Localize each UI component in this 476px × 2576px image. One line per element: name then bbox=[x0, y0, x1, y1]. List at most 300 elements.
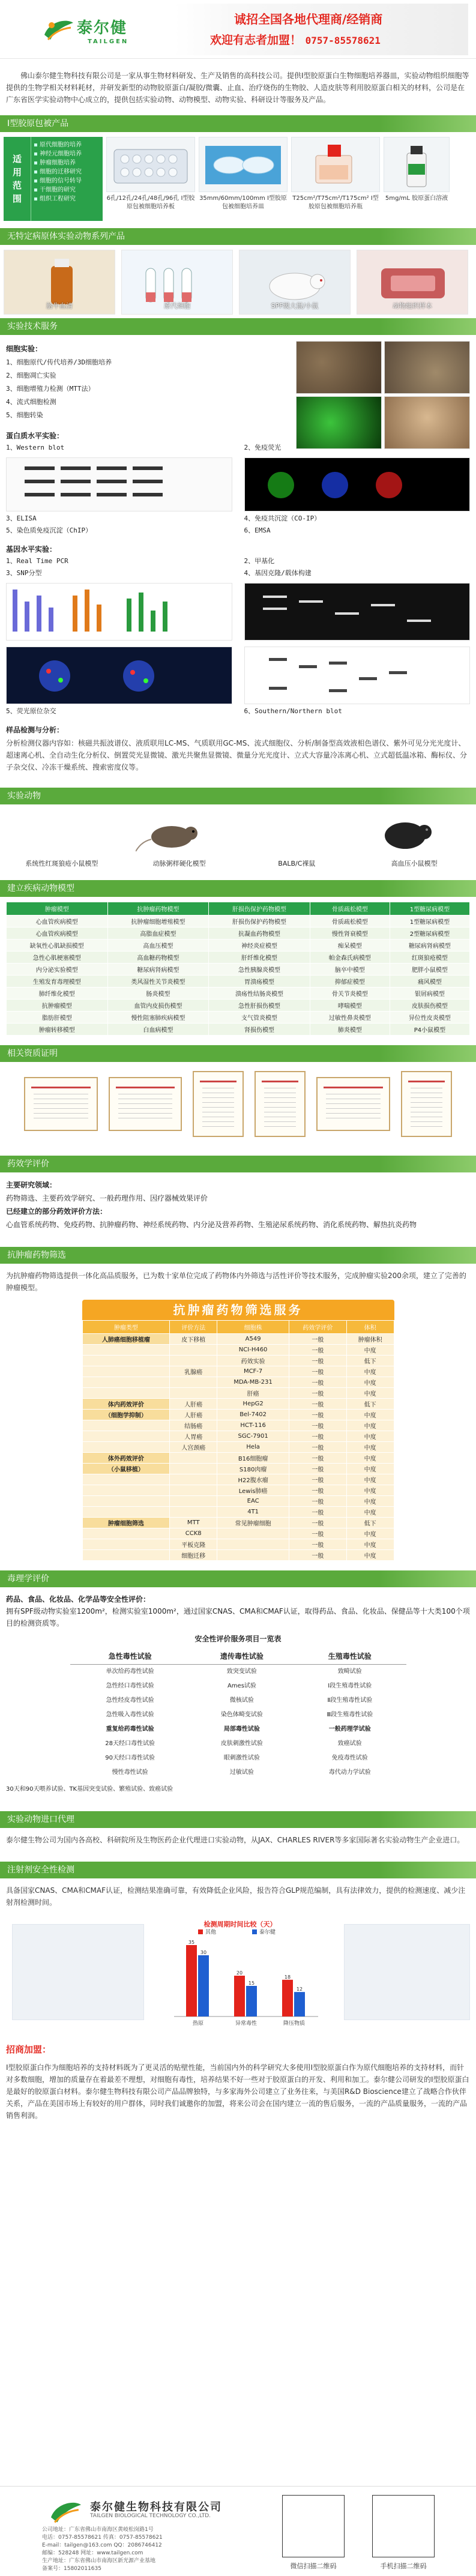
address-line: 备案号：15802011635 bbox=[42, 2566, 101, 2572]
western-blot-icon bbox=[7, 458, 232, 511]
table-cell: 一般 bbox=[289, 1442, 347, 1453]
table-cell: 致突变试验 bbox=[226, 1668, 257, 1675]
table-header: 评价方法 bbox=[170, 1321, 217, 1334]
table-cell: 一般 bbox=[289, 1518, 347, 1528]
table-cell: 中度 bbox=[346, 1431, 394, 1442]
table-cell: 体内药效评价 bbox=[82, 1399, 170, 1410]
table-row bbox=[82, 1464, 394, 1474]
table-cell: 痛风模型 bbox=[390, 976, 469, 988]
micro-image bbox=[296, 341, 382, 394]
table-cell: 中度 bbox=[346, 1453, 394, 1464]
table-cell: 骨质疏松模型 bbox=[310, 915, 390, 928]
table-cell: 中度 bbox=[346, 1507, 394, 1518]
legend-label: 泰尔健 bbox=[259, 1929, 276, 1935]
table-cell: 急性吸入毒性试验 bbox=[106, 1712, 154, 1718]
analysis-text: 具备国家CNAS、CMA和CMAF认证，检测结果准确可靠，有效降低企业风险，报告符合GLP规范编制，具有法律效力，提供的检测速度、减少注射剂检测时间。 bbox=[6, 1886, 466, 1907]
agent-text: 泰尔健生物公司为国内各高校、科研院所及生物医药企业代理进口实验动物，从JAX、CHARLES RIVER等多家国际著名实验动物生产企业进口。 bbox=[6, 1836, 465, 1844]
table-cell: 人宫颈癌 bbox=[170, 1442, 217, 1453]
material-row bbox=[0, 245, 476, 316]
tox-title: 药品、食品、化妆品、化学品等安全性评价： bbox=[6, 1595, 151, 1603]
section-cell-products: Ⅰ型胶原包被产品 bbox=[0, 115, 476, 132]
table-cell: 急性肝损伤模型 bbox=[209, 1000, 310, 1012]
footer bbox=[0, 2486, 476, 2576]
certificate-image[interactable] bbox=[316, 1077, 390, 1131]
gene-images bbox=[6, 583, 470, 704]
product-card-plate[interactable] bbox=[106, 137, 195, 219]
animal-row bbox=[0, 804, 476, 870]
gene-exp-title: 基因水平实验： bbox=[6, 545, 57, 554]
table-cell: 肿瘤转移模型 bbox=[7, 1024, 108, 1036]
table-cell: 中度 bbox=[346, 1485, 394, 1496]
pharm-block bbox=[0, 1172, 476, 1237]
animal-label: 动脉粥样硬化模型 bbox=[152, 860, 206, 867]
animal-pic bbox=[253, 812, 341, 854]
lab-image-right bbox=[344, 1924, 470, 2020]
table-cell: 肝损伤保护药物模型 bbox=[209, 915, 310, 928]
table-cell: 类风湿性关节炎模型 bbox=[107, 976, 209, 988]
animal-label: 系统性红斑狼疮小鼠模型 bbox=[25, 860, 98, 867]
apply-scope bbox=[4, 137, 103, 221]
address-line[interactable]: 邮编：528248 网址：www.tailgen.com bbox=[42, 2550, 143, 2556]
table-cell: 单次给药毒性试验 bbox=[106, 1668, 154, 1675]
table-cell: 抗肿瘤模型 bbox=[7, 1000, 108, 1012]
table-cell: 抑郁症模型 bbox=[310, 976, 390, 988]
table-cell bbox=[170, 1453, 217, 1464]
table-cell: 高脂血症模型 bbox=[107, 928, 209, 940]
animal-card[interactable] bbox=[6, 808, 118, 868]
apply-scope-list bbox=[31, 137, 103, 221]
section-pharm: 药效学评价 bbox=[0, 1156, 476, 1172]
southern-blot-image bbox=[244, 647, 471, 704]
fluorescence-icon bbox=[245, 458, 470, 511]
micro-image bbox=[384, 341, 470, 394]
table-cell: 一般 bbox=[289, 1420, 347, 1431]
table-cell: 皮下移植 bbox=[170, 1334, 217, 1345]
table-cell bbox=[170, 1474, 217, 1485]
logo-text-en: TAILGEN bbox=[88, 38, 129, 45]
cert-row bbox=[0, 1062, 476, 1146]
table-cell: 低下 bbox=[346, 1518, 394, 1528]
table-header: 急性毒性试验 bbox=[70, 1648, 190, 1665]
table-cell: 肿瘤细胞筛选 bbox=[82, 1518, 170, 1528]
material-serum[interactable] bbox=[4, 250, 115, 315]
table-cell bbox=[170, 1507, 217, 1518]
table-cell: 慢性肾衰模型 bbox=[310, 928, 390, 940]
banner-line1: 诚招全国各地代理商/经销商 bbox=[234, 12, 383, 26]
table-cell: 中度 bbox=[346, 1528, 394, 1539]
tumor-table-body bbox=[82, 1334, 394, 1561]
table-header: 药效学评价 bbox=[289, 1321, 347, 1334]
southern-blot-icon bbox=[245, 647, 470, 704]
protein-exp-title: 蛋白质水平实验： bbox=[6, 432, 64, 440]
chart-title: 检测周期时间比较（天） bbox=[203, 1920, 277, 1928]
table-cell: 骨关节炎模型 bbox=[310, 988, 390, 1000]
culture-flask-icon bbox=[292, 137, 379, 192]
wechat-qr-code[interactable] bbox=[282, 2495, 345, 2557]
table-cell: 体外药效评价 bbox=[82, 1453, 170, 1464]
certificate-image[interactable] bbox=[24, 1077, 98, 1131]
gel-image bbox=[244, 583, 471, 641]
table-cell bbox=[82, 1366, 170, 1377]
table-header-row bbox=[82, 1321, 394, 1334]
table-cell bbox=[82, 1539, 170, 1550]
table-row bbox=[7, 1000, 470, 1012]
table-cell: 低下 bbox=[346, 1399, 394, 1410]
gene-label: 2、甲基化 bbox=[244, 557, 275, 565]
product-caption: T25cm²/T75cm²/T175cm² Ⅰ型胶原包被细胞培养瓶 bbox=[292, 195, 379, 210]
list-item: 1、细胞原代/传代培养/3D细胞培养 bbox=[6, 358, 112, 366]
section-tox: 毒理学评价 bbox=[0, 1570, 476, 1587]
bar-value-label: 20 bbox=[236, 1970, 243, 1976]
table-cell: 糖尿病肾病模型 bbox=[390, 940, 469, 952]
table-row bbox=[82, 1442, 394, 1453]
table-cell bbox=[170, 1464, 217, 1474]
address-line: 公司地址：广东省佛山市南海区黄岐松岗路1号 bbox=[42, 2527, 154, 2533]
leaf-logo-icon bbox=[42, 17, 76, 44]
table-cell: 抗凝血药物模型 bbox=[209, 928, 310, 940]
certificate-image[interactable] bbox=[109, 1077, 182, 1131]
table-row bbox=[7, 976, 470, 988]
table-cell bbox=[82, 1550, 170, 1561]
table-cell: 一般 bbox=[289, 1410, 347, 1420]
banner-phone[interactable]: 0757-85578621 bbox=[305, 35, 381, 46]
mobile-qr-code[interactable] bbox=[372, 2495, 435, 2557]
table-cell bbox=[82, 1345, 170, 1356]
table-cell bbox=[82, 1507, 170, 1518]
product-card-dish[interactable] bbox=[199, 137, 288, 219]
material-mice[interactable] bbox=[239, 250, 351, 315]
table-cell: 胃溃疡模型 bbox=[209, 976, 310, 988]
table-row bbox=[82, 1410, 394, 1420]
gene-label: 3、SNP分型 bbox=[6, 569, 42, 577]
table-cell: 微核试验 bbox=[229, 1697, 254, 1704]
table-cell: 中度 bbox=[346, 1366, 394, 1377]
material-tissue[interactable] bbox=[357, 250, 468, 315]
table-cell: 一般 bbox=[289, 1474, 347, 1485]
table-row bbox=[82, 1453, 394, 1464]
table-row bbox=[70, 1708, 406, 1722]
list-item: ▪ 组织工程研究 bbox=[34, 195, 100, 204]
footer-address bbox=[42, 2526, 258, 2573]
table-row bbox=[70, 1694, 406, 1708]
pharm-title-2: 已经建立的部分药效评价方法： bbox=[6, 1207, 107, 1216]
material-cells[interactable] bbox=[121, 250, 233, 315]
table-row bbox=[82, 1366, 394, 1377]
animal-card[interactable] bbox=[124, 808, 235, 868]
protein-label: 3、ELISA bbox=[6, 514, 37, 522]
table-row bbox=[82, 1528, 394, 1539]
product-caption: 5mg/mL 胶原蛋白溶液 bbox=[385, 195, 448, 202]
table-row bbox=[7, 928, 470, 940]
table-cell: H22腹水瘤 bbox=[217, 1474, 289, 1485]
bar-tailgen bbox=[198, 1955, 209, 2016]
bar-value-label: 15 bbox=[248, 1980, 255, 1986]
bar-tailgen bbox=[246, 1986, 257, 2016]
logo[interactable] bbox=[42, 12, 132, 48]
table-row bbox=[70, 1722, 406, 1737]
table-cell: 细胞迁移 bbox=[170, 1550, 217, 1561]
table-cell bbox=[217, 1550, 289, 1561]
table-cell: EAC bbox=[217, 1496, 289, 1507]
table-cell: （小鼠移植） bbox=[82, 1464, 170, 1474]
animal-card[interactable] bbox=[358, 808, 470, 868]
table-cell: 一般 bbox=[289, 1399, 347, 1410]
table-cell: 一般 bbox=[289, 1334, 347, 1345]
product-caption: 6孔/12孔/24孔/48孔/96孔 Ⅰ型胶原包被细胞培养板 bbox=[106, 195, 195, 210]
fish-icon bbox=[7, 647, 232, 704]
table-cell: 痴呆模型 bbox=[310, 940, 390, 952]
table-cell: 支气管炎模型 bbox=[209, 1012, 310, 1024]
pcr-sequence-image bbox=[6, 583, 232, 641]
disease-model-body bbox=[7, 915, 470, 1036]
animal-card[interactable] bbox=[241, 808, 353, 868]
table-row bbox=[7, 964, 470, 976]
logo-text-cn: 泰尔健 bbox=[77, 19, 128, 37]
table-cell: 肿瘤体积 bbox=[346, 1334, 394, 1345]
bar-other bbox=[186, 1945, 197, 2016]
company-intro: 佛山泰尔健生物科技有限公司是一家从事生物材料研发、生产及销售的高科技公司。提供Ⅰ型胶原蛋白生物细胞培养器皿，实验动物组织细胞等提供的生物学相关材料耗材，并研发新型的动物胶原蛋白/凝胶/微囊、止血、治疗烧伤的生物胶、人造皮肤等利用胶原蛋白相关的材料，公司是在广东省医学实验动物中心成立的，提供包括实验动物、动物模型、动物实验、科研设计等服务及产品。 bbox=[6, 71, 469, 104]
table-cell: HepG2 bbox=[217, 1399, 289, 1410]
certificate-image[interactable] bbox=[193, 1071, 244, 1137]
table-cell: 90天经口毒性试验 bbox=[105, 1755, 155, 1761]
table-cell: 溃疡性结肠炎模型 bbox=[209, 988, 310, 1000]
list-item: 2、细胞凋亡实验 bbox=[6, 372, 56, 379]
table-row bbox=[82, 1550, 394, 1561]
black-mouse-icon bbox=[370, 812, 442, 854]
section-agent: 实验动物进口代理 bbox=[0, 1811, 476, 1828]
table-cell: 2型糖尿病模型 bbox=[390, 928, 469, 940]
table-cell: 哮喘模型 bbox=[310, 1000, 390, 1012]
table-cell bbox=[82, 1388, 170, 1399]
table-cell bbox=[170, 1356, 217, 1366]
table-row bbox=[70, 1751, 406, 1766]
list-item: 4、流式细胞检测 bbox=[6, 398, 56, 406]
table-cell: 糖尿病肾病模型 bbox=[107, 964, 209, 976]
table-cell: SGC-7901 bbox=[217, 1431, 289, 1442]
table-cell: 帕金森氏病模型 bbox=[310, 952, 390, 964]
address-line[interactable]: E-mail：tailgen@163.com QQ：2086746412 bbox=[42, 2542, 162, 2548]
table-cell: 血管内皮损伤模型 bbox=[107, 1000, 209, 1012]
table-cell: Ⅲ段生殖毒性试验 bbox=[327, 1712, 373, 1718]
table-cell: 生殖发育毒理模型 bbox=[7, 976, 108, 988]
table-cell: 一般 bbox=[289, 1356, 347, 1366]
table-cell: Ames试验 bbox=[227, 1683, 256, 1689]
table-cell: 免疫毒性试验 bbox=[331, 1755, 368, 1761]
protein-label: 5、染色质免疫沉淀（ChIP） bbox=[6, 526, 92, 534]
table-cell: 药效实验 bbox=[217, 1356, 289, 1366]
table-row bbox=[82, 1431, 394, 1442]
section-animals: 实验动物 bbox=[0, 788, 476, 804]
culture-plate-icon bbox=[107, 137, 194, 192]
list-item: ▪ 细胞的信号转导 bbox=[34, 176, 100, 186]
address-line: 电话：0757-85578621 传真：0757-85578621 bbox=[42, 2535, 163, 2541]
detection-cycle-chart bbox=[156, 1918, 324, 2032]
list-item: ▪ 原代细胞的培养 bbox=[34, 140, 100, 149]
tox-intro: 拥有SPF级动物实验室1200m²，检测实验室1000m²，通过国家CNAS、CMA和CMAF认证，取得药品、食品、化妆品、保健品等十大类100个项目的检测资质等。 bbox=[6, 1607, 470, 1627]
section-certs: 相关资质证明 bbox=[0, 1045, 476, 1062]
recruit-title: 招商加盟： bbox=[6, 2044, 52, 2055]
table-cell: 急性经口毒性试验 bbox=[106, 1683, 154, 1689]
tox-table-body bbox=[70, 1665, 406, 1781]
table-cell: 一般 bbox=[289, 1550, 347, 1561]
animal-label: BALB/C裸鼠 bbox=[278, 860, 316, 867]
table-cell: 一般 bbox=[289, 1431, 347, 1442]
table-cell: 一般 bbox=[289, 1507, 347, 1518]
table-cell: 一般 bbox=[289, 1496, 347, 1507]
table-header: 肿瘤模型 bbox=[7, 902, 108, 915]
disease-model-table bbox=[6, 902, 470, 1036]
tumor-intro: 为抗肿瘤药物筛选提供一体化高品质服务，已为数十家单位完成了药物体内外筛选与活性评价等技术服务，完成肿瘤实验200余项，建立了完善的肿瘤模型。 bbox=[6, 1271, 466, 1292]
category-label: 降压物质 bbox=[283, 2021, 306, 2027]
culture-dish-image bbox=[199, 137, 288, 192]
qr-caption: 手机扫描二维码 bbox=[380, 2562, 427, 2570]
table-cell: B16细胞瘤 bbox=[217, 1453, 289, 1464]
material-label: SPF级大鼠/小鼠 bbox=[271, 302, 319, 310]
bar-value-label: 35 bbox=[188, 1940, 195, 1945]
list-item: ▪ 细胞的迁移研究 bbox=[34, 167, 100, 176]
protein-label: 4、免疫共沉淀（CO-IP） bbox=[244, 514, 321, 522]
table-cell bbox=[170, 1496, 217, 1507]
table-cell: 肝癌 bbox=[217, 1388, 289, 1399]
table-cell: 肠炎模型 bbox=[107, 988, 209, 1000]
table-cell: 28天经口毒性试验 bbox=[105, 1740, 155, 1747]
legend-label: 其他 bbox=[205, 1929, 217, 1935]
table-cell: 一般 bbox=[289, 1345, 347, 1356]
table-cell: 内分泌实验模型 bbox=[7, 964, 108, 976]
table-cell: S180肉瘤 bbox=[217, 1464, 289, 1474]
material-label: 动物组织样本 bbox=[393, 302, 432, 310]
product-card-collagen[interactable] bbox=[384, 137, 450, 219]
table-cell: 中度 bbox=[346, 1496, 394, 1507]
table-cell: 一般 bbox=[289, 1377, 347, 1388]
table-cell: 肾损伤模型 bbox=[209, 1024, 310, 1036]
table-cell: 一般药理学试验 bbox=[328, 1726, 371, 1733]
gene-label: 5、荧光原位杂交 bbox=[6, 707, 56, 715]
table-header: 1型糖尿病模型 bbox=[390, 902, 469, 915]
table-cell bbox=[82, 1474, 170, 1485]
cell-exp-title: 细胞实验： bbox=[6, 345, 43, 353]
table-cell: 一般 bbox=[289, 1388, 347, 1399]
footer-company-cn: 泰尔健生物科技有限公司 bbox=[90, 2501, 222, 2514]
tech-services bbox=[0, 335, 476, 778]
lab-image-left bbox=[12, 1924, 144, 2020]
table-cell bbox=[82, 1356, 170, 1366]
analysis-text: 分析检测仪器内容如：核磁共振波谱仪、液质联用LC-MS、气质联用GC-MS、流式细胞仪、分析/制备型高效液相色谱仪、紫外可见分光光度计、超速离心机、全自动生化分析仪、倒置荧光显微镜、激光共聚焦显微镜、微量分光光度计、立式大容量冷冻离心机、立式超低温冰箱、酶标仪、分子杂交仪、冷冻干燥系统、搜索密度仪等。 bbox=[6, 739, 468, 771]
table-cell: 中度 bbox=[346, 1464, 394, 1474]
culture-flask-image bbox=[291, 137, 380, 192]
table-cell: 中度 bbox=[346, 1474, 394, 1485]
product-card-flask[interactable] bbox=[291, 137, 380, 219]
table-cell: 致畸试验 bbox=[337, 1668, 362, 1675]
material-label: 原代细胞 bbox=[164, 302, 190, 310]
tox-table bbox=[70, 1648, 406, 1780]
table-cell: 局部毒性试验 bbox=[223, 1726, 260, 1733]
pharm-title-1: 主要研究领域： bbox=[6, 1181, 57, 1189]
gene-label: 4、基因克隆/载体构建 bbox=[244, 569, 312, 577]
table-cell: 脑卒中模型 bbox=[310, 964, 390, 976]
banner-line2-prefix: 欢迎有志者加盟！ bbox=[210, 34, 302, 47]
protein-label: 1、Western blot bbox=[6, 444, 65, 451]
table-cell: 急性心肌梗塞模型 bbox=[7, 952, 108, 964]
cell-products bbox=[0, 132, 476, 223]
sequence-chart-icon bbox=[7, 584, 232, 641]
table-cell: 皮肤损伤模型 bbox=[390, 1000, 469, 1012]
table-cell: 抗肿瘤细胞增殖模型 bbox=[107, 915, 209, 928]
material-label: 胎牛血清 bbox=[46, 302, 73, 310]
table-header: 遗传毒性试验 bbox=[190, 1648, 294, 1665]
table-row bbox=[70, 1766, 406, 1780]
tumor-table bbox=[82, 1320, 394, 1561]
apply-scope-title bbox=[4, 137, 31, 221]
table-cell: 一般 bbox=[289, 1464, 347, 1474]
certificate-image[interactable] bbox=[401, 1071, 452, 1137]
table-cell: 一般 bbox=[289, 1366, 347, 1377]
bar-other bbox=[282, 1980, 293, 2016]
section-analysis: 注射剂安全性检测 bbox=[0, 1862, 476, 1878]
table-cell: 中度 bbox=[346, 1550, 394, 1561]
tox-footnote: 30天和90天喂养试验、TK基因突变试验、繁殖试验、致癌试验 bbox=[6, 1786, 173, 1793]
table-row bbox=[82, 1420, 394, 1431]
table-cell: 常见肿瘤细胞 bbox=[217, 1518, 289, 1528]
tox-table-title: 安全性评价服务项目一览表 bbox=[194, 1635, 282, 1643]
table-cell bbox=[82, 1528, 170, 1539]
table-cell bbox=[82, 1431, 170, 1442]
table-cell: 中度 bbox=[346, 1410, 394, 1420]
header bbox=[0, 0, 476, 59]
list-item: ▪ 干细胞的研究 bbox=[34, 186, 100, 195]
culture-dish-icon bbox=[199, 137, 287, 192]
table-cell: 中度 bbox=[346, 1388, 394, 1399]
tox-block bbox=[0, 1587, 476, 1802]
table-row bbox=[7, 952, 470, 964]
table-cell: 染色体畸变试验 bbox=[220, 1712, 263, 1718]
bar-value-label: 18 bbox=[284, 1974, 291, 1980]
table-cell bbox=[82, 1496, 170, 1507]
table-cell: 1型糖尿病模型 bbox=[390, 915, 469, 928]
table-row bbox=[7, 988, 470, 1000]
apply-title-char: 用 bbox=[12, 167, 22, 178]
table-cell bbox=[170, 1485, 217, 1496]
certificate-image[interactable] bbox=[255, 1071, 306, 1137]
table-header: 细胞株 bbox=[217, 1321, 289, 1334]
microscopy-images bbox=[296, 341, 470, 449]
micro-image bbox=[384, 396, 470, 449]
table-row bbox=[7, 1012, 470, 1024]
table-cell bbox=[82, 1420, 170, 1431]
list-item: ▪ 肿瘤细胞培养 bbox=[34, 158, 100, 167]
tumor-table-title: 抗肿瘤药物筛选服务 bbox=[82, 1300, 394, 1320]
collagen-bottle-icon bbox=[384, 137, 449, 192]
pharm-line-2: 心血管系统药物、免疫药物、抗肿瘤药物、神经系统药物、内分泌及营养药物、生殖泌尿系统药物、消化系统药物、解热抗炎药物 bbox=[6, 1220, 417, 1229]
table-cell bbox=[82, 1377, 170, 1388]
analysis-title: 样品检测与分析： bbox=[6, 726, 64, 734]
table-cell: 中度 bbox=[346, 1442, 394, 1453]
address-line: 生产地址：广东省佛山市南海区新光源产业基地 bbox=[42, 2558, 156, 2564]
tumor-table-wrap bbox=[82, 1300, 394, 1561]
table-cell: 心血管疾病模型 bbox=[7, 928, 108, 940]
table-cell: 中度 bbox=[346, 1539, 394, 1550]
table-cell: 中度 bbox=[346, 1377, 394, 1388]
table-cell: CCK8 bbox=[170, 1528, 217, 1539]
table-cell: MDA-MB-231 bbox=[217, 1377, 289, 1388]
immunofluorescence-image bbox=[244, 457, 471, 511]
table-cell: 肺炎模型 bbox=[310, 1024, 390, 1036]
table-cell: 慢性毒性试验 bbox=[112, 1769, 148, 1776]
animal-pic bbox=[18, 812, 106, 854]
table-row bbox=[82, 1356, 394, 1366]
table-cell: A549 bbox=[217, 1334, 289, 1345]
table-cell: 4T1 bbox=[217, 1507, 289, 1518]
